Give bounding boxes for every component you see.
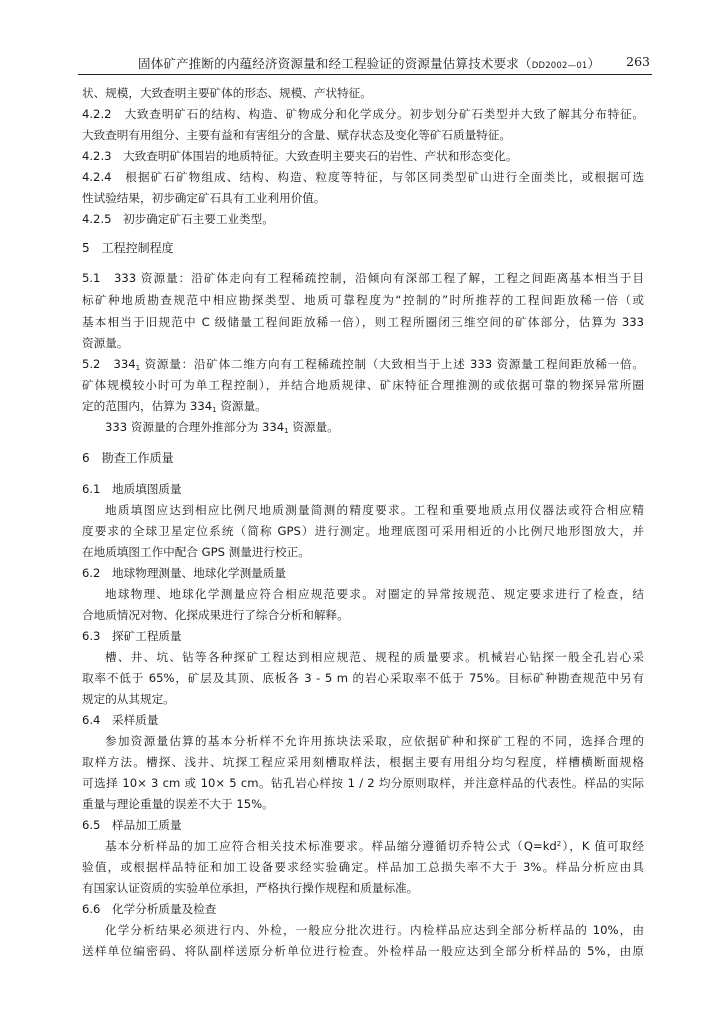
page-number: 263 [626, 54, 650, 69]
clause-4-2-2: 4.2.2 大致查明矿石的结构、构造、矿物成分和化学成分。初步划分矿石类型并大致了解其分布特征。 [82, 107, 644, 121]
paragraph-line: 参加资源量估算的基本分析样不允许用拣块法采取，应依据矿种和探矿工程的不同，选择合理的 [105, 734, 644, 748]
text-fragment: 定的范围内，估算为 334 [82, 399, 213, 413]
subscript: 1 [212, 406, 217, 414]
clause-6-1: 6.1 地质填图质量 [82, 482, 182, 496]
text-line: 资源量。 [82, 336, 129, 350]
text-line: 送样单位编密码、将队副样送原分析单位进行检查。外检样品一般应达到全部分析样品的 5%，由原 [82, 944, 644, 958]
text-line: 取样方法。槽探、浅井、坑探工程应采用刻槽取样法，根据主要有用组分均匀程度，样槽横断面规格 [82, 755, 644, 769]
text-line: 有国家认证资质的实验单位承担，严格执行操作规程和质量标准。 [82, 881, 419, 895]
subscript: 1 [135, 364, 141, 372]
section-heading-5: 5 工程控制程度 [82, 241, 174, 255]
header-title-end: ） [587, 56, 601, 71]
text-line: 状、规模，大致查明主要矿体的形态、规模、产状特征。 [82, 86, 372, 100]
text-line: 取率不低于 65%，矿层及其顶、底板各 3 - 5 m 的岩心采取率不低于 75%。目标矿种勘查规范中另有 [82, 671, 644, 685]
running-header [78, 52, 652, 75]
clause-6-6: 6.6 化学分析质量及检查 [82, 902, 217, 916]
text-fragment: ），K 值可取经 [561, 839, 644, 853]
clause-6-3: 6.3 探矿工程质量 [82, 629, 182, 643]
paragraph-line [105, 419, 339, 435]
paragraph-line: 地球物理、地球化学测量应符合相应规范要求。对圈定的异常按规范、规定要求进行了检查，结 [105, 587, 644, 601]
text-line: 可选择 10× 3 cm 或 10× 5 cm。钻孔岩心样按 1 / 2 均分原则取样，并注意样品的代表性。样品的实际 [82, 776, 644, 790]
clause-6-2: 6.2 地球物理测量、地球化学测量质量 [82, 566, 286, 580]
paragraph-line [105, 838, 644, 854]
text-line: 基本相当于旧规范中 C 级储量工程间距放稀一倍），则工程所圈闭三维空间的矿体部分，估算为 333 [82, 315, 644, 329]
text-line: 矿体规模较小时可为单工程控制），并结合地质规律、矿床特征合理推测的或依据可靠的物探异常所圈 [82, 378, 644, 392]
text-line: 在地质填图工作中配合 GPS 测量进行校正。 [82, 545, 310, 559]
clause-5-1: 5.1 333 资源量：沿矿体走向有工程稀疏控制，沿倾向有深部工程了解，工程之间距离基本相当于目 [82, 271, 644, 285]
text-line: 标矿种地质勘查规范中相应勘探类型、地质可靠程度为“控制的”时所推荐的工程间距放稀一倍（或 [82, 293, 644, 307]
text-line: 重量与理论重量的误差不大于 15%。 [82, 797, 274, 811]
text-fragment: 资源量：沿矿体二维方向有工程稀疏控制（大致相当于上述 333 资源量工程间距放稀一倍。 [140, 357, 644, 371]
text-fragment: 资源量。 [216, 399, 267, 413]
subscript: 1 [284, 427, 289, 435]
clause-4-2-3: 4.2.3 大致查明矿体围岩的地质特征。大致查明主要夹石的岩性、产状和形态变化。 [82, 149, 518, 163]
header-title-text: 固体矿产推断的内蕴经济资源量和经工程验证的资源量估算技术要求（ [138, 56, 532, 71]
paragraph-line: 地质填图应达到相应比例尺地质测量简测的精度要求。工程和重要地质点用仪器法或符合相应精 [105, 503, 644, 517]
text-line: 大致查明有用组分、主要有益和有害组分的含量、赋存状态及变化等矿石质量特征。 [82, 128, 511, 142]
clause-6-4: 6.4 采样质量 [82, 713, 159, 727]
text-line: 合地质情况对物、化探成果进行了综合分析和解释。 [82, 608, 349, 622]
superscript: 2 [556, 840, 562, 848]
standard-code: DD2002—01 [531, 61, 588, 71]
text-line: 性试验结果，初步确定矿石具有工业利用价值。 [82, 191, 326, 205]
paragraph-line: 化学分析结果必须进行内、外检，一般应分批次进行。内检样品应达到全部分析样品的 10%，由 [105, 923, 644, 937]
text-line: 规定的从其规定。 [82, 692, 175, 706]
header-title [138, 54, 600, 72]
clause-4-2-5: 4.2.5 初步确定矿石主要工业类型。 [82, 212, 274, 226]
paragraph-line: 槽、井、坑、钻等各种探矿工程达到相应规范、规程的质量要求。机械岩心钻探一般全孔岩心采 [105, 650, 644, 664]
clause-4-2-4: 4.2.4 根据矿石矿物组成、结构、构造、粒度等特征，与邻区同类型矿山进行全面类比，或根据可选 [82, 170, 644, 184]
clause-6-5: 6.5 样品加工质量 [82, 818, 182, 832]
text-fragment: 5.2 334 [82, 357, 136, 371]
text-line [82, 398, 267, 414]
text-fragment: 资源量。 [288, 420, 339, 434]
section-heading-6: 6 勘查工作质量 [82, 451, 174, 465]
text-line: 度要求的全球卫星定位系统（简称 GPS）进行测定。地理底图可采用相近的小比例尺地形图放大，并 [82, 524, 644, 538]
clause-5-2 [82, 356, 644, 372]
text-fragment: 333 资源量的合理外推部分为 334 [105, 420, 285, 434]
text-line: 验值，或根据样品特征和加工设备要求经实验确定。样品加工总损失率不大于 3%。样品分析应由具 [82, 860, 644, 874]
text-fragment: 基本分析样品的加工应符合相关技术标准要求。样品缩分遵循切乔特公式（Q=kd [105, 839, 557, 853]
